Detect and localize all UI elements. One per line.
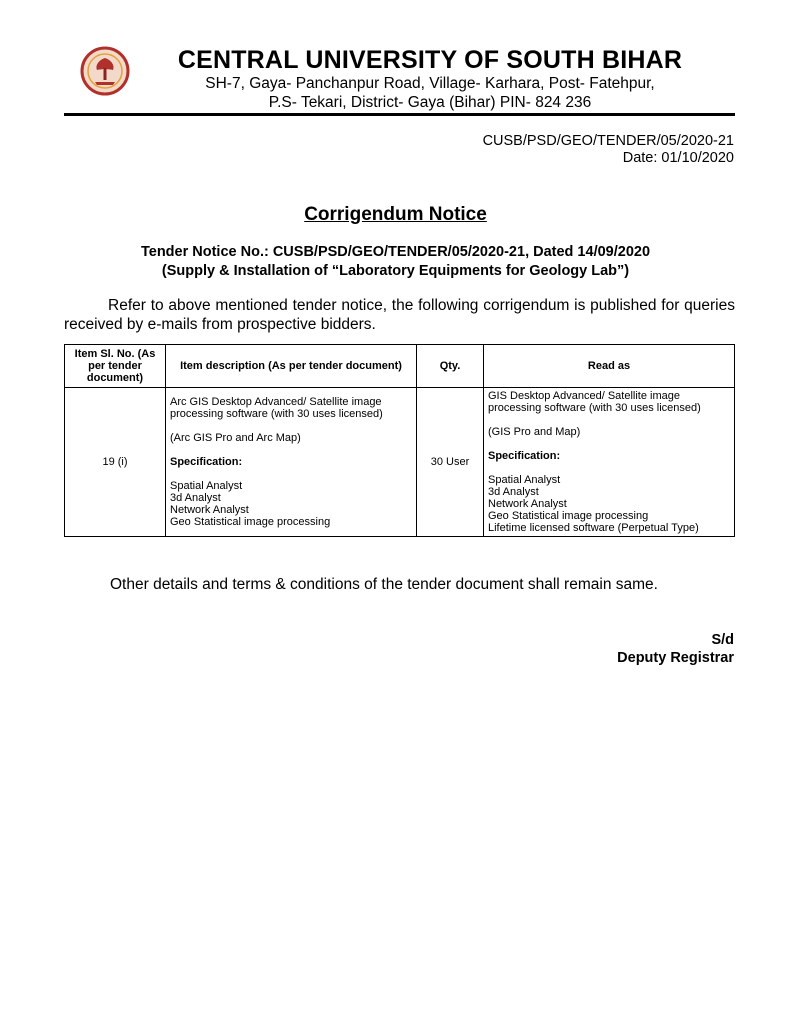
header-item-no: Item Sl. No. (As per tender document)	[65, 345, 166, 388]
table-header-row	[65, 345, 735, 388]
cell-qty: 30 User	[417, 388, 484, 537]
closing-statement: Other details and terms & conditions of the tender document shall remain same.	[110, 576, 658, 593]
tender-subject: (Supply & Installation of “Laboratory Equipments for Geology Lab”)	[161, 263, 630, 279]
address-line-1: SH-7, Gaya- Panchanpur Road, Village- Karhara, Post- Fatehpur,	[205, 75, 655, 92]
cell-description	[166, 388, 417, 537]
read-as-spec-item: 3d Analyst	[488, 486, 539, 498]
read-as-spec-item: Spatial Analyst	[488, 474, 561, 486]
cell-item-no: 19 (i)	[65, 388, 166, 537]
read-as-spec-item: Geo Statistical image processing	[488, 510, 649, 522]
description-text: Arc GIS Desktop Advanced/ Satellite image processing software (with 30 uses licensed)	[170, 396, 383, 420]
description-spec-item: Network Analyst	[170, 504, 249, 516]
tender-notice-number: Tender Notice No.: CUSB/PSD/GEO/TENDER/05/2020-21, Dated 14/09/2020	[140, 244, 651, 260]
description-variant: (Arc GIS Pro and Arc Map)	[170, 432, 301, 444]
table-row	[65, 388, 735, 537]
description-spec-item: 3d Analyst	[170, 492, 221, 504]
university-name: CENTRAL UNIVERSITY OF SOUTH BIHAR	[177, 46, 683, 74]
description-spec-label: Specification:	[170, 456, 243, 468]
notice-title: Corrigendum Notice	[304, 204, 487, 225]
cell-read-as	[484, 388, 735, 537]
header-divider	[64, 113, 735, 116]
university-logo	[80, 46, 130, 96]
signatory-designation: Deputy Registrar	[617, 650, 734, 666]
read-as-spec-label: Specification:	[488, 450, 561, 462]
read-as-variant: (GIS Pro and Map)	[488, 426, 581, 438]
corrigendum-table	[64, 344, 735, 537]
reference-date: Date: 01/10/2020	[622, 150, 734, 166]
header-description: Item description (As per tender document)	[166, 345, 417, 388]
read-as-spec-item: Network Analyst	[488, 498, 567, 510]
address-line-2: P.S- Tekari, District- Gaya (Bihar) PIN- 824 236	[268, 94, 592, 111]
description-spec-item: Geo Statistical image processing	[170, 516, 331, 528]
read-as-spec-item: Lifetime licensed software (Perpetual Type)	[488, 522, 699, 534]
intro-paragraph: Refer to above mentioned tender notice, the following corrigendum is published for queries received by e-mails from prospective bidders.	[64, 297, 735, 333]
description-spec-item: Spatial Analyst	[170, 480, 243, 492]
reference-number: CUSB/PSD/GEO/TENDER/05/2020-21	[482, 133, 734, 149]
read-as-text: GIS Desktop Advanced/ Satellite image processing software (with 30 uses licensed)	[488, 390, 701, 414]
header-qty: Qty.	[417, 345, 484, 388]
header-read-as: Read as	[484, 345, 735, 388]
signature-sd: S/d	[711, 632, 734, 648]
